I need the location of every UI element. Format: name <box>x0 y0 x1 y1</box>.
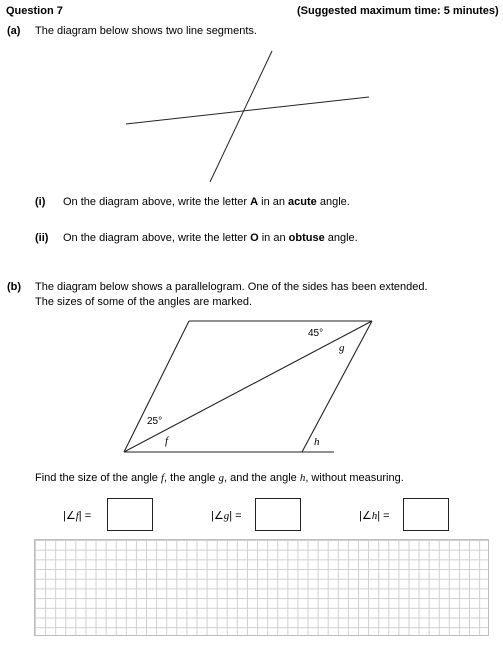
sub-i-keyword: acute <box>288 196 317 208</box>
instr-between-fg: , the angle <box>164 472 219 484</box>
sub-i-text-before: On the diagram above, write the letter <box>63 196 251 208</box>
diagonal <box>124 321 372 452</box>
sub-ii-text-before: On the diagram above, write the letter <box>63 232 251 244</box>
part-b-intro-line1: The diagram below shows a parallelogram. One of the sides has been extended. <box>35 281 428 293</box>
instr-g: g <box>218 472 224 484</box>
answer-f-label <box>63 509 91 522</box>
answer-h-prefix: |∠ <box>359 510 372 522</box>
angle-label-h: h <box>314 436 320 448</box>
parallelogram-diagram <box>124 321 372 452</box>
part-a-intro: The diagram below shows two line segments. <box>35 25 257 37</box>
suggested-time: (Suggested maximum time: 5 minutes) <box>297 5 499 17</box>
answer-h-label <box>359 509 390 522</box>
angle-label-25: 25° <box>147 416 163 427</box>
instr-f: f <box>160 472 165 484</box>
answer-h-box[interactable] <box>403 498 449 531</box>
angle-label-45: 45° <box>308 328 324 339</box>
sub-ii-text <box>63 232 358 244</box>
instr-h: h <box>299 472 306 484</box>
sub-i-letter: A <box>250 196 259 208</box>
line-segment-steep <box>210 51 272 182</box>
question-title: Question 7 <box>6 5 63 17</box>
answer-f-var: f <box>75 510 79 522</box>
side-left <box>124 321 189 452</box>
answer-g-prefix: |∠ <box>211 510 224 522</box>
line-segment-horizontal <box>126 97 369 124</box>
part-a-label: (a) <box>7 25 21 37</box>
sub-ii-keyword: obtuse <box>288 232 325 244</box>
side-right <box>302 321 372 452</box>
instr-between-gh: , and the angle <box>223 472 300 484</box>
sub-i-text-middle: in an <box>258 196 289 208</box>
angle-label-g: g <box>339 342 345 354</box>
answer-f-box[interactable] <box>107 498 153 531</box>
answer-f-suffix: | = <box>78 510 92 522</box>
angle-label-f: f <box>165 435 169 447</box>
instr-after-h: , without measuring. <box>305 472 404 484</box>
sub-i-text-after: angle. <box>316 196 350 208</box>
working-grid[interactable] <box>34 539 489 636</box>
sub-ii-text-after: angle. <box>324 232 358 244</box>
answer-g-var: g <box>223 510 230 522</box>
part-b-intro-line2: The sizes of some of the angles are marked. <box>35 296 253 308</box>
answer-g-box[interactable] <box>255 498 301 531</box>
sub-ii-label: (ii) <box>35 232 49 244</box>
instr-before-f: Find the size of the angle <box>35 472 161 484</box>
find-angles-instruction <box>35 472 404 484</box>
sub-i-text <box>63 196 350 208</box>
sub-ii-text-middle: in an <box>258 232 289 244</box>
answer-g-label <box>211 509 242 522</box>
sub-i-label: (i) <box>35 196 46 208</box>
answer-f-prefix: |∠ <box>63 510 76 522</box>
answer-g-suffix: | = <box>229 510 242 522</box>
sub-ii-letter: O <box>250 232 259 244</box>
intersecting-lines-diagram <box>126 51 369 182</box>
part-b-label: (b) <box>7 281 22 293</box>
answer-h-var: h <box>371 510 378 522</box>
answer-h-suffix: | = <box>377 510 390 522</box>
